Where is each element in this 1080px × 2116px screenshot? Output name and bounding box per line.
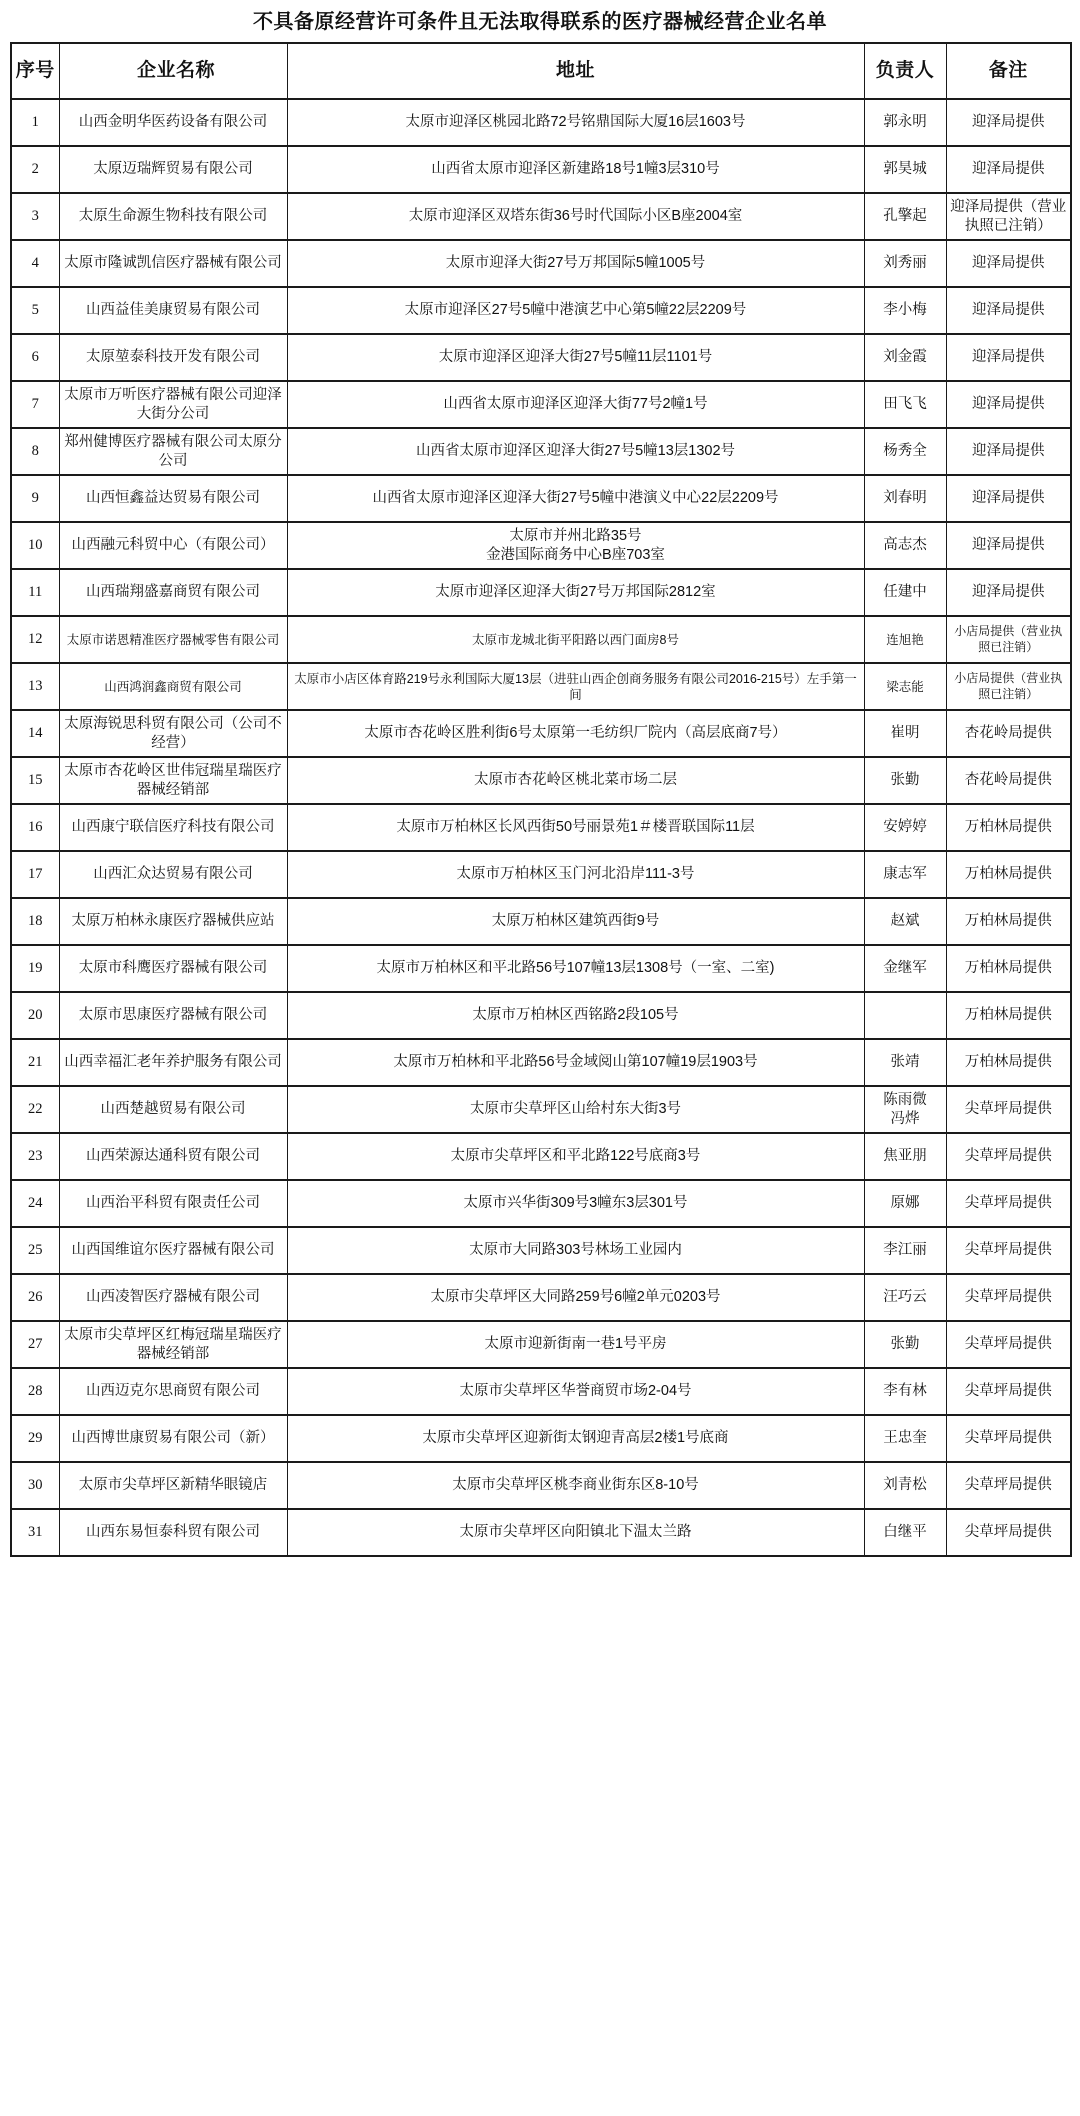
cell-responsible-person: 原娜 bbox=[864, 1180, 946, 1227]
cell-remark: 万柏林局提供 bbox=[946, 992, 1071, 1039]
cell-address: 太原市兴华街309号3幢东3层301号 bbox=[287, 1180, 864, 1227]
cell-remark: 迎泽局提供 bbox=[946, 381, 1071, 428]
cell-remark: 小店局提供（营业执照已注销） bbox=[946, 663, 1071, 710]
cell-remark: 尖草坪局提供 bbox=[946, 1462, 1071, 1509]
cell-responsible-person: 田飞飞 bbox=[864, 381, 946, 428]
cell-company-name: 山西康宁联信医疗科技有限公司 bbox=[59, 804, 287, 851]
cell-remark: 尖草坪局提供 bbox=[946, 1180, 1071, 1227]
cell-address: 太原市尖草坪区山给村东大街3号 bbox=[287, 1086, 864, 1133]
cell-responsible-person: 李有林 bbox=[864, 1368, 946, 1415]
cell-company-name: 太原市尖草坪区新精华眼镜店 bbox=[59, 1462, 287, 1509]
page-title: 不具备原经营许可条件且无法取得联系的医疗器械经营企业名单 bbox=[253, 11, 827, 33]
cell-responsible-person: 安婷婷 bbox=[864, 804, 946, 851]
table-header bbox=[11, 43, 1071, 99]
table-row bbox=[11, 1039, 1071, 1086]
cell-address: 太原市万柏林区玉门河北沿岸111-3号 bbox=[287, 851, 864, 898]
cell-serial-number: 27 bbox=[11, 1321, 59, 1368]
cell-remark: 迎泽局提供 bbox=[946, 475, 1071, 522]
cell-remark: 尖草坪局提供 bbox=[946, 1321, 1071, 1368]
cell-responsible-person: 连旭艳 bbox=[864, 616, 946, 663]
cell-company-name: 太原生命源生物科技有限公司 bbox=[59, 193, 287, 240]
cell-company-name: 山西荣源达通科贸有限公司 bbox=[59, 1133, 287, 1180]
cell-company-name: 山西迈克尔思商贸有限公司 bbox=[59, 1368, 287, 1415]
cell-company-name: 山西国维谊尔医疗器械有限公司 bbox=[59, 1227, 287, 1274]
cell-address: 太原市尖草坪区桃李商业街东区8-10号 bbox=[287, 1462, 864, 1509]
cell-company-name: 太原市尖草坪区红梅冠瑞星瑞医疗器械经销部 bbox=[59, 1321, 287, 1368]
cell-serial-number: 25 bbox=[11, 1227, 59, 1274]
cell-serial-number: 23 bbox=[11, 1133, 59, 1180]
table-row bbox=[11, 1321, 1071, 1368]
cell-company-name: 太原市科鹰医疗器械有限公司 bbox=[59, 945, 287, 992]
table-row bbox=[11, 1274, 1071, 1321]
cell-responsible-person: 高志杰 bbox=[864, 522, 946, 569]
column-header-company: 企业名称 bbox=[59, 43, 287, 99]
table-container bbox=[0, 42, 1080, 1557]
cell-address: 太原市尖草坪区向阳镇北下温太兰路 bbox=[287, 1509, 864, 1556]
cell-address: 太原市尖草坪区华誉商贸市场2-04号 bbox=[287, 1368, 864, 1415]
cell-serial-number: 19 bbox=[11, 945, 59, 992]
cell-responsible-person: 梁志能 bbox=[864, 663, 946, 710]
cell-remark: 迎泽局提供 bbox=[946, 99, 1071, 146]
cell-serial-number: 3 bbox=[11, 193, 59, 240]
cell-responsible-person: 赵斌 bbox=[864, 898, 946, 945]
cell-address: 太原市杏花岭区桃北菜市场二层 bbox=[287, 757, 864, 804]
cell-serial-number: 4 bbox=[11, 240, 59, 287]
cell-company-name: 太原市思康医疗器械有限公司 bbox=[59, 992, 287, 1039]
cell-address: 太原市尖草坪区和平北路122号底商3号 bbox=[287, 1133, 864, 1180]
cell-serial-number: 22 bbox=[11, 1086, 59, 1133]
column-header-address: 地址 bbox=[287, 43, 864, 99]
table-row bbox=[11, 663, 1071, 710]
cell-remark: 万柏林局提供 bbox=[946, 945, 1071, 992]
cell-company-name: 山西博世康贸易有限公司（新） bbox=[59, 1415, 287, 1462]
table-row bbox=[11, 1509, 1071, 1556]
table-row bbox=[11, 146, 1071, 193]
cell-address: 太原市并州北路35号 金港国际商务中心B座703室 bbox=[287, 522, 864, 569]
cell-remark: 迎泽局提供 bbox=[946, 428, 1071, 475]
cell-address: 太原市迎泽区迎泽大街27号万邦国际2812室 bbox=[287, 569, 864, 616]
column-header-no: 序号 bbox=[11, 43, 59, 99]
table-row bbox=[11, 616, 1071, 663]
cell-serial-number: 29 bbox=[11, 1415, 59, 1462]
cell-address: 山西省太原市迎泽区迎泽大街27号5幢中港演义中心22层2209号 bbox=[287, 475, 864, 522]
cell-remark: 杏花岭局提供 bbox=[946, 757, 1071, 804]
table-row bbox=[11, 1368, 1071, 1415]
cell-responsible-person bbox=[864, 992, 946, 1039]
cell-responsible-person: 张靖 bbox=[864, 1039, 946, 1086]
table-row bbox=[11, 334, 1071, 381]
header-row bbox=[11, 43, 1071, 99]
cell-company-name: 山西汇众达贸易有限公司 bbox=[59, 851, 287, 898]
cell-remark: 尖草坪局提供 bbox=[946, 1227, 1071, 1274]
cell-serial-number: 12 bbox=[11, 616, 59, 663]
table-row bbox=[11, 99, 1071, 146]
cell-serial-number: 30 bbox=[11, 1462, 59, 1509]
cell-responsible-person: 杨秀全 bbox=[864, 428, 946, 475]
cell-serial-number: 7 bbox=[11, 381, 59, 428]
cell-serial-number: 10 bbox=[11, 522, 59, 569]
cell-address: 太原市迎泽区桃园北路72号铭鼎国际大厦16层1603号 bbox=[287, 99, 864, 146]
cell-remark: 迎泽局提供 bbox=[946, 522, 1071, 569]
table-row bbox=[11, 710, 1071, 757]
cell-responsible-person: 张勤 bbox=[864, 1321, 946, 1368]
cell-remark: 迎泽局提供 bbox=[946, 569, 1071, 616]
cell-responsible-person: 白继平 bbox=[864, 1509, 946, 1556]
cell-serial-number: 9 bbox=[11, 475, 59, 522]
column-header-person: 负责人 bbox=[864, 43, 946, 99]
cell-address: 太原市龙城北街平阳路以西门面房8号 bbox=[287, 616, 864, 663]
cell-responsible-person: 李江丽 bbox=[864, 1227, 946, 1274]
cell-address: 太原万柏林区建筑西街9号 bbox=[287, 898, 864, 945]
cell-serial-number: 24 bbox=[11, 1180, 59, 1227]
cell-address: 太原市大同路303号林场工业园内 bbox=[287, 1227, 864, 1274]
cell-responsible-person: 郭昊城 bbox=[864, 146, 946, 193]
cell-remark: 尖草坪局提供 bbox=[946, 1509, 1071, 1556]
cell-remark: 杏花岭局提供 bbox=[946, 710, 1071, 757]
cell-serial-number: 21 bbox=[11, 1039, 59, 1086]
cell-remark: 万柏林局提供 bbox=[946, 898, 1071, 945]
cell-serial-number: 5 bbox=[11, 287, 59, 334]
cell-company-name: 太原万柏林永康医疗器械供应站 bbox=[59, 898, 287, 945]
cell-remark: 迎泽局提供 bbox=[946, 240, 1071, 287]
cell-serial-number: 15 bbox=[11, 757, 59, 804]
cell-responsible-person: 孔擎起 bbox=[864, 193, 946, 240]
cell-serial-number: 31 bbox=[11, 1509, 59, 1556]
cell-company-name: 山西恒鑫益达贸易有限公司 bbox=[59, 475, 287, 522]
table-row bbox=[11, 757, 1071, 804]
cell-responsible-person: 刘青松 bbox=[864, 1462, 946, 1509]
column-header-remark: 备注 bbox=[946, 43, 1071, 99]
cell-serial-number: 1 bbox=[11, 99, 59, 146]
cell-address: 太原市万柏林区西铭路2段105号 bbox=[287, 992, 864, 1039]
cell-responsible-person: 康志军 bbox=[864, 851, 946, 898]
table-row bbox=[11, 193, 1071, 240]
cell-address: 太原市迎泽区27号5幢中港演艺中心第5幢22层2209号 bbox=[287, 287, 864, 334]
cell-company-name: 郑州健博医疗器械有限公司太原分公司 bbox=[59, 428, 287, 475]
table-row bbox=[11, 1133, 1071, 1180]
cell-responsible-person: 王忠奎 bbox=[864, 1415, 946, 1462]
cell-address: 山西省太原市迎泽区迎泽大街77号2幢1号 bbox=[287, 381, 864, 428]
cell-company-name: 山西瑞翔盛嘉商贸有限公司 bbox=[59, 569, 287, 616]
cell-serial-number: 8 bbox=[11, 428, 59, 475]
table-row bbox=[11, 804, 1071, 851]
cell-company-name: 山西楚越贸易有限公司 bbox=[59, 1086, 287, 1133]
cell-remark: 万柏林局提供 bbox=[946, 851, 1071, 898]
cell-company-name: 山西凌智医疗器械有限公司 bbox=[59, 1274, 287, 1321]
table-body bbox=[11, 99, 1071, 1556]
cell-company-name: 太原迈瑞辉贸易有限公司 bbox=[59, 146, 287, 193]
table-row bbox=[11, 945, 1071, 992]
cell-address: 山西省太原市迎泽区迎泽大街27号5幢13层1302号 bbox=[287, 428, 864, 475]
cell-address: 太原市尖草坪区迎新街太钢迎青高层2楼1号底商 bbox=[287, 1415, 864, 1462]
cell-address: 太原市迎泽区迎泽大街27号5幢11层1101号 bbox=[287, 334, 864, 381]
table-row bbox=[11, 992, 1071, 1039]
cell-serial-number: 13 bbox=[11, 663, 59, 710]
cell-responsible-person: 焦亚朋 bbox=[864, 1133, 946, 1180]
cell-remark: 万柏林局提供 bbox=[946, 1039, 1071, 1086]
cell-responsible-person: 崔明 bbox=[864, 710, 946, 757]
table-row bbox=[11, 898, 1071, 945]
cell-remark: 万柏林局提供 bbox=[946, 804, 1071, 851]
cell-serial-number: 26 bbox=[11, 1274, 59, 1321]
cell-company-name: 太原堃泰科技开发有限公司 bbox=[59, 334, 287, 381]
table-row bbox=[11, 475, 1071, 522]
cell-serial-number: 11 bbox=[11, 569, 59, 616]
cell-address: 山西省太原市迎泽区新建路18号1幢3层310号 bbox=[287, 146, 864, 193]
table-row bbox=[11, 522, 1071, 569]
cell-address: 太原市迎新街南一巷1号平房 bbox=[287, 1321, 864, 1368]
cell-responsible-person: 刘秀丽 bbox=[864, 240, 946, 287]
table-row bbox=[11, 1086, 1071, 1133]
cell-remark: 尖草坪局提供 bbox=[946, 1133, 1071, 1180]
cell-company-name: 山西鸿润鑫商贸有限公司 bbox=[59, 663, 287, 710]
cell-address: 太原市万柏林区和平北路56号107幢13层1308号（一室、二室) bbox=[287, 945, 864, 992]
cell-address: 太原市小店区体育路219号永利国际大厦13层（进驻山西企创商务服务有限公司2016-215号）左手第一间 bbox=[287, 663, 864, 710]
cell-company-name: 太原市杏花岭区世伟冠瑞星瑞医疗器械经销部 bbox=[59, 757, 287, 804]
cell-company-name: 山西东易恒泰科贸有限公司 bbox=[59, 1509, 287, 1556]
cell-remark: 尖草坪局提供 bbox=[946, 1368, 1071, 1415]
cell-address: 太原市迎泽区双塔东街36号时代国际小区B座2004室 bbox=[287, 193, 864, 240]
cell-remark: 迎泽局提供（营业执照已注销） bbox=[946, 193, 1071, 240]
cell-remark: 迎泽局提供 bbox=[946, 334, 1071, 381]
cell-responsible-person: 金继军 bbox=[864, 945, 946, 992]
cell-address: 太原市杏花岭区胜利街6号太原第一毛纺织厂院内（高层底商7号） bbox=[287, 710, 864, 757]
cell-serial-number: 14 bbox=[11, 710, 59, 757]
company-listing-table bbox=[10, 42, 1072, 1557]
cell-company-name: 山西融元科贸中心（有限公司） bbox=[59, 522, 287, 569]
cell-responsible-person: 陈雨微 冯烨 bbox=[864, 1086, 946, 1133]
cell-company-name: 山西治平科贸有限责任公司 bbox=[59, 1180, 287, 1227]
table-row bbox=[11, 1180, 1071, 1227]
table-row bbox=[11, 240, 1071, 287]
cell-responsible-person: 郭永明 bbox=[864, 99, 946, 146]
cell-address: 太原市万柏林和平北路56号金域阅山第107幢19层1903号 bbox=[287, 1039, 864, 1086]
cell-remark: 尖草坪局提供 bbox=[946, 1274, 1071, 1321]
cell-remark: 迎泽局提供 bbox=[946, 146, 1071, 193]
cell-company-name: 山西益佳美康贸易有限公司 bbox=[59, 287, 287, 334]
table-row bbox=[11, 851, 1071, 898]
cell-responsible-person: 张勤 bbox=[864, 757, 946, 804]
cell-remark: 尖草坪局提供 bbox=[946, 1086, 1071, 1133]
table-row bbox=[11, 287, 1071, 334]
cell-company-name: 山西金明华医药设备有限公司 bbox=[59, 99, 287, 146]
cell-address: 太原市万柏林区长风西街50号丽景苑1＃楼晋联国际11层 bbox=[287, 804, 864, 851]
cell-address: 太原市尖草坪区大同路259号6幢2单元0203号 bbox=[287, 1274, 864, 1321]
cell-company-name: 太原市隆诚凯信医疗器械有限公司 bbox=[59, 240, 287, 287]
table-row bbox=[11, 381, 1071, 428]
cell-responsible-person: 刘春明 bbox=[864, 475, 946, 522]
table-row bbox=[11, 1227, 1071, 1274]
cell-serial-number: 6 bbox=[11, 334, 59, 381]
cell-address: 太原市迎泽大街27号万邦国际5幢1005号 bbox=[287, 240, 864, 287]
table-row bbox=[11, 569, 1071, 616]
cell-company-name: 太原市诺恩精准医疗器械零售有限公司 bbox=[59, 616, 287, 663]
cell-serial-number: 16 bbox=[11, 804, 59, 851]
cell-serial-number: 20 bbox=[11, 992, 59, 1039]
cell-serial-number: 18 bbox=[11, 898, 59, 945]
cell-responsible-person: 刘金霞 bbox=[864, 334, 946, 381]
cell-serial-number: 17 bbox=[11, 851, 59, 898]
cell-remark: 小店局提供（营业执照已注销） bbox=[946, 616, 1071, 663]
cell-company-name: 太原市万听医疗器械有限公司迎泽大街分公司 bbox=[59, 381, 287, 428]
cell-responsible-person: 汪巧云 bbox=[864, 1274, 946, 1321]
table-row bbox=[11, 1462, 1071, 1509]
cell-remark: 迎泽局提供 bbox=[946, 287, 1071, 334]
cell-remark: 尖草坪局提供 bbox=[946, 1415, 1071, 1462]
cell-responsible-person: 李小梅 bbox=[864, 287, 946, 334]
cell-company-name: 太原海锐思科贸有限公司（公司不经营） bbox=[59, 710, 287, 757]
table-row bbox=[11, 1415, 1071, 1462]
cell-serial-number: 2 bbox=[11, 146, 59, 193]
cell-responsible-person: 任建中 bbox=[864, 569, 946, 616]
cell-serial-number: 28 bbox=[11, 1368, 59, 1415]
cell-company-name: 山西幸福汇老年养护服务有限公司 bbox=[59, 1039, 287, 1086]
table-row bbox=[11, 428, 1071, 475]
